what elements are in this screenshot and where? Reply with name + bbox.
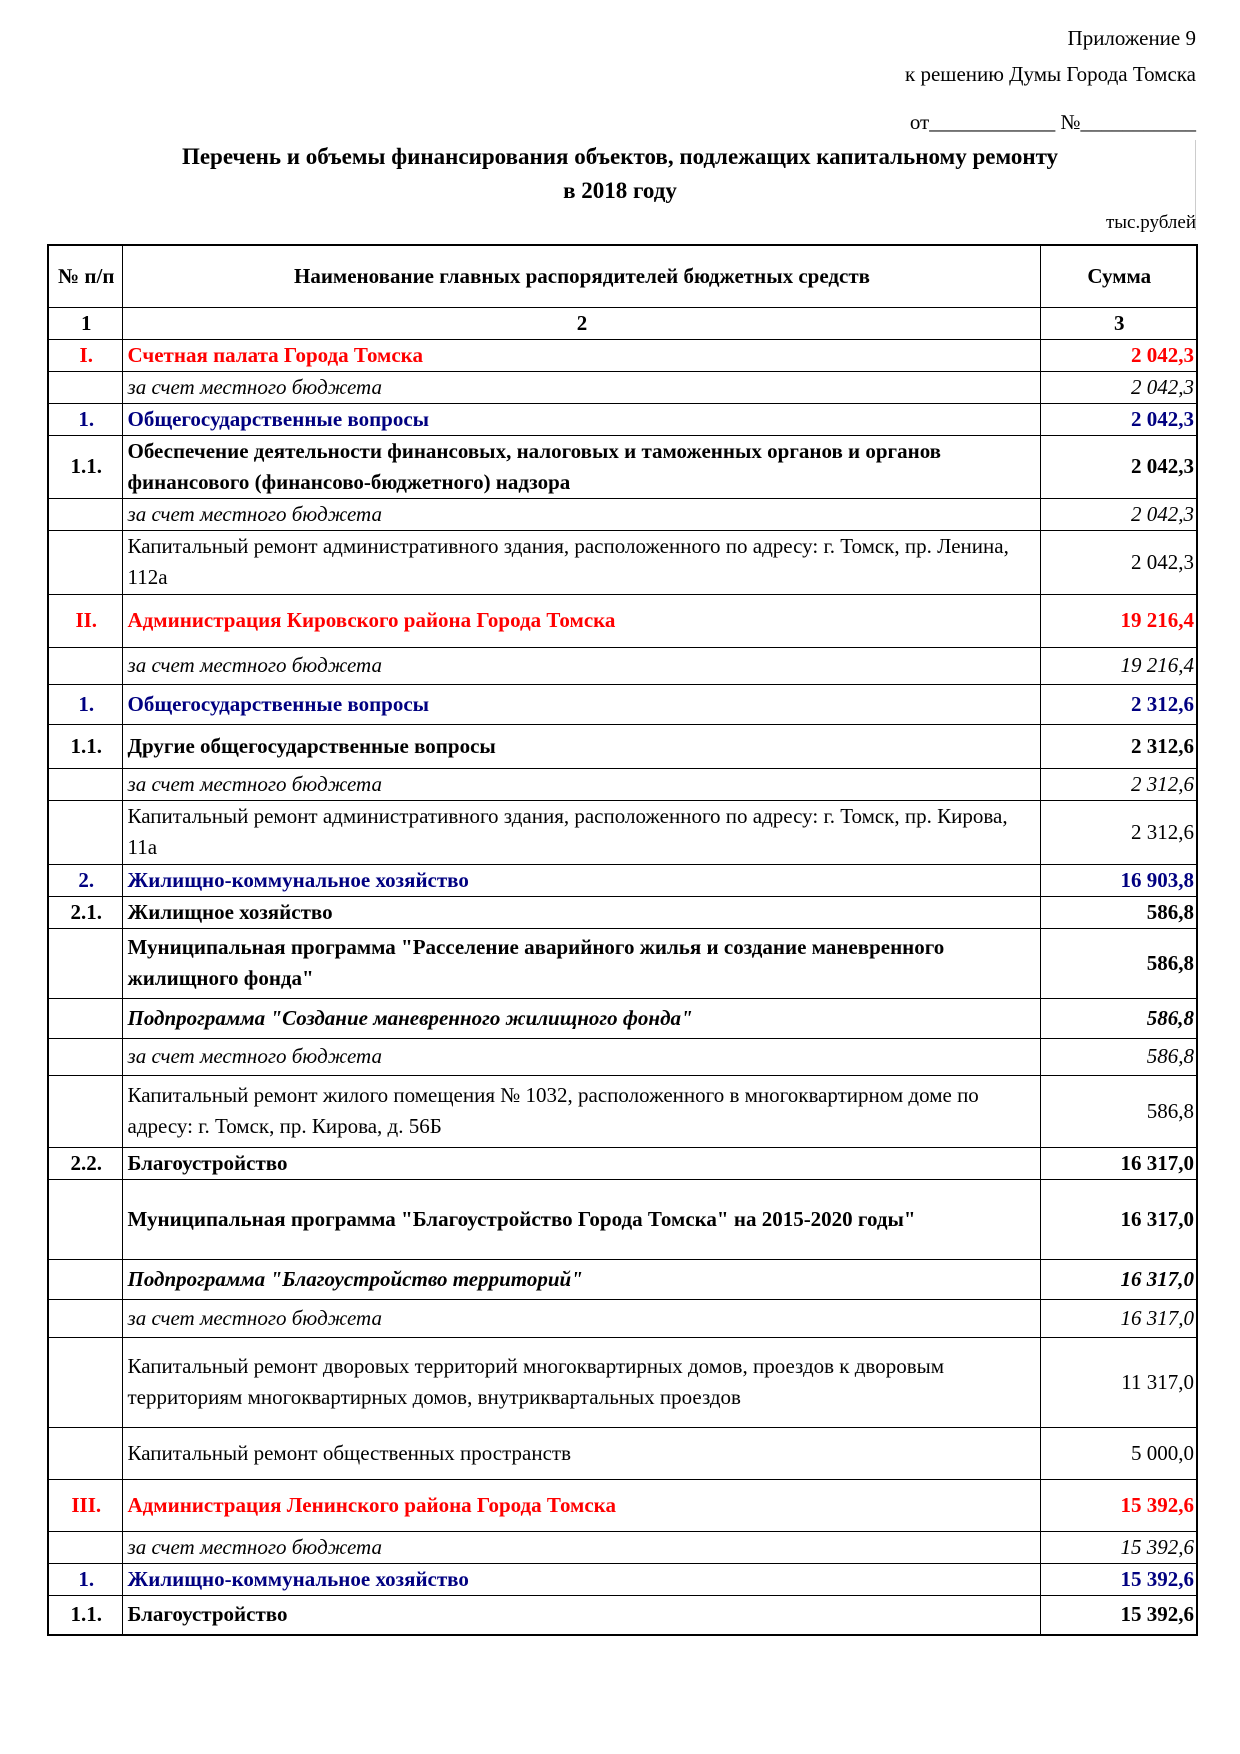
- table-row: [48, 339, 1197, 371]
- row-number: I.: [48, 339, 122, 371]
- row-name: за счет местного бюджета: [122, 371, 1040, 403]
- row-name: за счет местного бюджета: [122, 1299, 1040, 1337]
- col-header-name: Наименование главных распорядителей бюджетных средств: [122, 245, 1040, 307]
- row-sum: 16 317,0: [1040, 1147, 1197, 1179]
- row-name: Благоустройство: [122, 1595, 1040, 1635]
- table-row: [48, 1259, 1197, 1299]
- appendix-number: Приложение 9: [1067, 26, 1196, 50]
- table-row: [48, 800, 1197, 864]
- row-sum: 2 312,6: [1040, 724, 1197, 768]
- table-row: [48, 1427, 1197, 1479]
- row-number: [48, 928, 122, 998]
- row-sum: 19 216,4: [1040, 594, 1197, 647]
- table-row: [48, 1479, 1197, 1531]
- table-row: [48, 1563, 1197, 1595]
- row-number: [48, 1259, 122, 1299]
- row-number: [48, 998, 122, 1038]
- row-number: 2.1.: [48, 896, 122, 928]
- row-sum: 5 000,0: [1040, 1427, 1197, 1479]
- row-name: Капитальный ремонт административного здания, расположенного по адресу: г. Томск, пр. Кирова, 11а: [122, 800, 1040, 864]
- row-sum: 16 317,0: [1040, 1179, 1197, 1259]
- table-row: [48, 530, 1197, 594]
- table-row: [48, 1147, 1197, 1179]
- row-number: 2.2.: [48, 1147, 122, 1179]
- row-name: Счетная палата Города Томска: [122, 339, 1040, 371]
- row-number: 1.: [48, 684, 122, 724]
- row-name: Администрация Кировского района Города Томска: [122, 594, 1040, 647]
- row-name: Капитальный ремонт дворовых территорий многоквартирных домов, проездов к дворовым территориям многоквартирных домов, внутриквартальных проездов: [122, 1337, 1040, 1427]
- units-label: тыс.рублей: [1105, 212, 1196, 233]
- row-name: за счет местного бюджета: [122, 1531, 1040, 1563]
- row-number: [48, 1075, 122, 1147]
- row-name: за счет местного бюджета: [122, 647, 1040, 684]
- col-header-sum: Сумма: [1040, 245, 1197, 307]
- row-number: [48, 530, 122, 594]
- table-row: [48, 998, 1197, 1038]
- col-header-number: № п/п: [48, 245, 122, 307]
- row-name: за счет местного бюджета: [122, 1038, 1040, 1075]
- row-name: за счет местного бюджета: [122, 768, 1040, 800]
- row-name: Капитальный ремонт общественных пространств: [122, 1427, 1040, 1479]
- row-name: за счет местного бюджета: [122, 498, 1040, 530]
- table-header-row: [48, 245, 1197, 307]
- row-number: [48, 1337, 122, 1427]
- row-sum: 2 042,3: [1040, 498, 1197, 530]
- row-number: 2.: [48, 864, 122, 896]
- row-number: [48, 647, 122, 684]
- table-row: [48, 1038, 1197, 1075]
- row-number: [48, 768, 122, 800]
- col-number-2: 2: [122, 307, 1040, 339]
- table-row: [48, 896, 1197, 928]
- appendix-date-number: от____________ №___________: [909, 110, 1196, 134]
- row-sum: 2 312,6: [1040, 768, 1197, 800]
- col-number-3: 3: [1040, 307, 1197, 339]
- row-name: Администрация Ленинского района Города Томска: [122, 1479, 1040, 1531]
- row-number: 1.1.: [48, 1595, 122, 1635]
- row-name: Общегосударственные вопросы: [122, 684, 1040, 724]
- row-sum: 586,8: [1040, 998, 1197, 1038]
- row-name: Муниципальная программа "Расселение аварийного жилья и создание маневренного жилищного фонда": [122, 928, 1040, 998]
- row-sum: 2 042,3: [1040, 435, 1197, 498]
- row-sum: 2 042,3: [1040, 371, 1197, 403]
- table-row: [48, 403, 1197, 435]
- row-sum: 16 903,8: [1040, 864, 1197, 896]
- row-name: Обеспечение деятельности финансовых, налоговых и таможенных органов и органов финансового (финансово-бюджетного) надзора: [122, 435, 1040, 498]
- row-number: III.: [48, 1479, 122, 1531]
- row-name: Благоустройство: [122, 1147, 1040, 1179]
- row-number: [48, 800, 122, 864]
- row-sum: 15 392,6: [1040, 1595, 1197, 1635]
- row-name: Муниципальная программа "Благоустройство Города Томска" на 2015-2020 годы": [122, 1179, 1040, 1259]
- row-sum: 16 317,0: [1040, 1299, 1197, 1337]
- row-number: 1.: [48, 403, 122, 435]
- row-name: Жилищно-коммунальное хозяйство: [122, 864, 1040, 896]
- row-name: Жилищно-коммунальное хозяйство: [122, 1563, 1040, 1595]
- table-row: [48, 435, 1197, 498]
- table-row: [48, 724, 1197, 768]
- row-number: 1.1.: [48, 435, 122, 498]
- row-sum: 586,8: [1040, 896, 1197, 928]
- row-number: [48, 1531, 122, 1563]
- row-number: [48, 371, 122, 403]
- row-sum: 2 042,3: [1040, 530, 1197, 594]
- table-row: [48, 1299, 1197, 1337]
- row-sum: 586,8: [1040, 1038, 1197, 1075]
- row-number: [48, 1179, 122, 1259]
- row-sum: 2 042,3: [1040, 403, 1197, 435]
- row-sum: 2 312,6: [1040, 684, 1197, 724]
- table-row: [48, 768, 1197, 800]
- title-line-2: в 2018 году: [563, 178, 677, 203]
- row-sum: 19 216,4: [1040, 647, 1197, 684]
- row-sum: 11 317,0: [1040, 1337, 1197, 1427]
- row-name: Жилищное хозяйство: [122, 896, 1040, 928]
- table-row: [48, 864, 1197, 896]
- document-title: [60, 140, 1180, 208]
- row-sum: 586,8: [1040, 1075, 1197, 1147]
- row-sum: 15 392,6: [1040, 1563, 1197, 1595]
- row-number: 1.1.: [48, 724, 122, 768]
- column-numbers-row: [48, 307, 1197, 339]
- row-sum: 16 317,0: [1040, 1259, 1197, 1299]
- row-sum: 15 392,6: [1040, 1479, 1197, 1531]
- col-number-1: 1: [48, 307, 122, 339]
- row-number: [48, 1427, 122, 1479]
- row-sum: 586,8: [1040, 928, 1197, 998]
- row-number: 1.: [48, 1563, 122, 1595]
- row-number: [48, 498, 122, 530]
- row-name: Капитальный ремонт жилого помещения № 1032, расположенного в многоквартирном доме по адресу: г. Томск, пр. Кирова, д. 56Б: [122, 1075, 1040, 1147]
- row-name: Общегосударственные вопросы: [122, 403, 1040, 435]
- table-row: [48, 1337, 1197, 1427]
- appendix-decision-ref: к решению Думы Города Томска: [905, 62, 1196, 86]
- table-row: [48, 371, 1197, 403]
- row-sum: 2 042,3: [1040, 339, 1197, 371]
- financing-table: [47, 244, 1198, 1636]
- table-row: [48, 498, 1197, 530]
- table-row: [48, 647, 1197, 684]
- table-row: [48, 594, 1197, 647]
- row-number: II.: [48, 594, 122, 647]
- row-sum: 2 312,6: [1040, 800, 1197, 864]
- title-line-1: Перечень и объемы финансирования объектов, подлежащих капитальному ремонту: [181, 144, 1059, 169]
- row-name: Капитальный ремонт административного здания, расположенного по адресу: г. Томск, пр. Ленина, 112а: [122, 530, 1040, 594]
- row-number: [48, 1299, 122, 1337]
- table-row: [48, 928, 1197, 998]
- row-number: [48, 1038, 122, 1075]
- table-row: [48, 684, 1197, 724]
- table-row: [48, 1595, 1197, 1635]
- row-name: Подпрограмма "Благоустройство территорий": [122, 1259, 1040, 1299]
- table-row: [48, 1179, 1197, 1259]
- table-row: [48, 1531, 1197, 1563]
- table-row: [48, 1075, 1197, 1147]
- row-name: Подпрограмма "Создание маневренного жилищного фонда": [122, 998, 1040, 1038]
- row-name: Другие общегосударственные вопросы: [122, 724, 1040, 768]
- row-sum: 15 392,6: [1040, 1531, 1197, 1563]
